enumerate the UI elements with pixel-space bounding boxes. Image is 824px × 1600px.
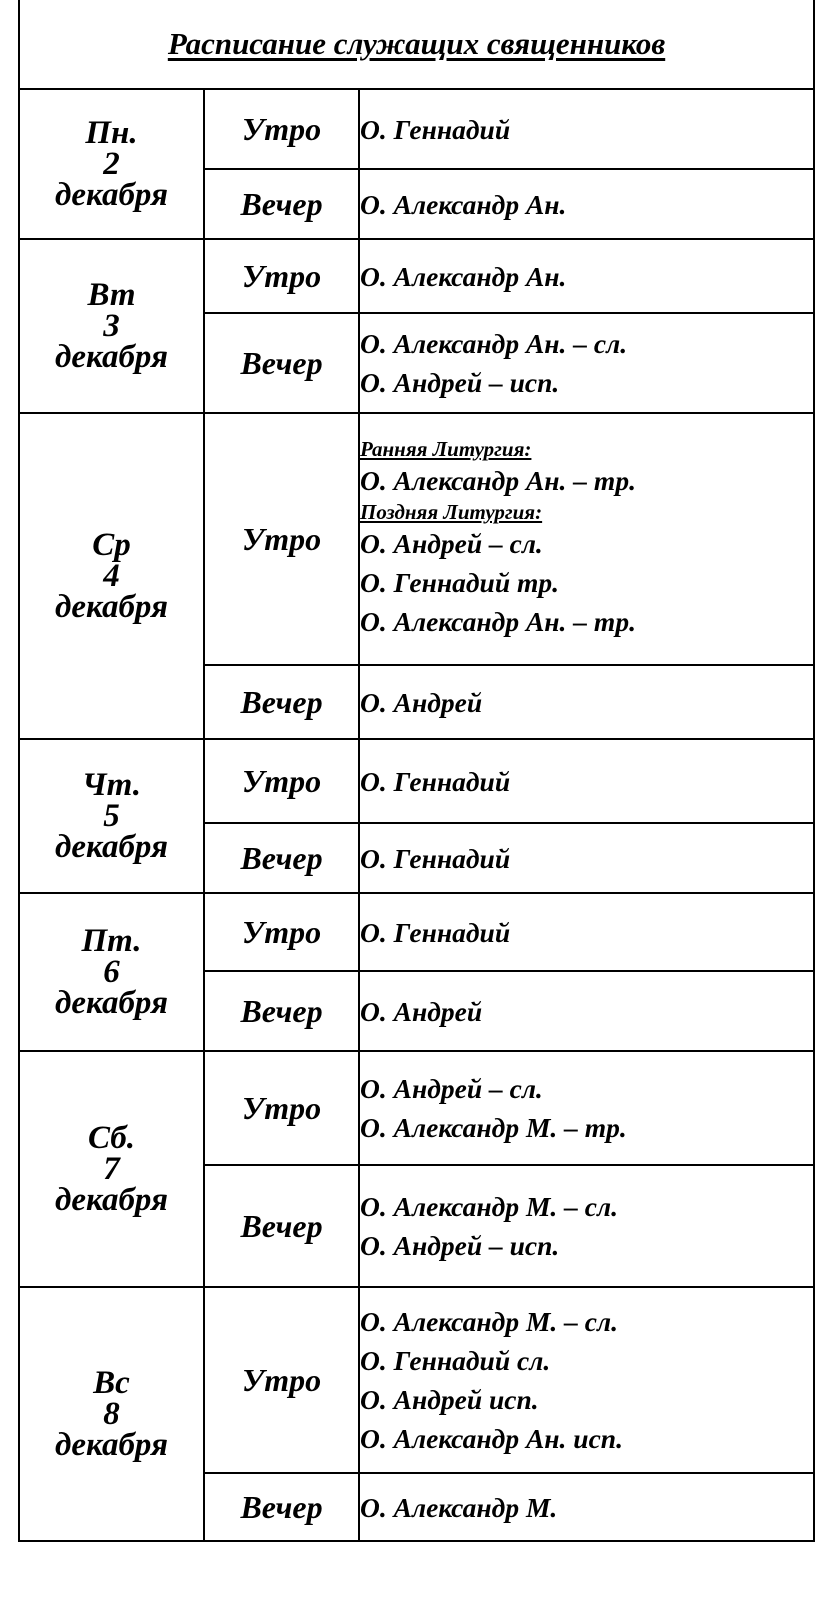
priest-cell <box>359 739 814 823</box>
day-month: декабря <box>55 1426 168 1463</box>
day-cell <box>19 413 204 739</box>
priest-cell <box>359 1287 814 1473</box>
service-part-label: Утро <box>204 1051 359 1165</box>
service-part-label: Утро <box>204 893 359 971</box>
day-weekday: Чт. <box>81 766 141 803</box>
priest-cell <box>359 665 814 739</box>
day-weekday: Сб. <box>88 1119 135 1156</box>
service-part-label: Утро <box>204 413 359 665</box>
day-month: декабря <box>55 176 168 213</box>
day-date: 3 <box>103 307 120 344</box>
day-date: 4 <box>103 557 120 594</box>
day-month: декабря <box>55 588 168 625</box>
priest-assignment: О. Андрей – исп. <box>360 367 560 398</box>
service-part-label: Утро <box>204 739 359 823</box>
service-part-label: Утро <box>204 1287 359 1473</box>
day-cell <box>19 1287 204 1541</box>
schedule-row <box>19 413 814 665</box>
priest-cell <box>359 89 814 169</box>
schedule-row <box>19 1051 814 1165</box>
day-weekday: Вс <box>93 1364 130 1401</box>
service-part-label: Вечер <box>204 971 359 1051</box>
schedule-row <box>19 239 814 313</box>
priest-cell <box>359 1051 814 1165</box>
priest-cell <box>359 1473 814 1541</box>
day-cell <box>19 1051 204 1287</box>
schedule-row <box>19 1287 814 1473</box>
service-part-label: Вечер <box>204 1473 359 1541</box>
day-weekday: Вт <box>87 276 136 313</box>
priest-assignment: О. Геннадий сл. <box>360 1345 551 1376</box>
priest-assignment: О. Андрей – сл. <box>360 528 543 559</box>
priest-cell <box>359 823 814 893</box>
day-weekday: Пн. <box>85 114 138 151</box>
title-row <box>19 0 814 89</box>
day-month: декабря <box>55 984 168 1021</box>
schedule-row <box>19 893 814 971</box>
priest-cell <box>359 971 814 1051</box>
priest-cell <box>359 313 814 413</box>
priest-cell <box>359 413 814 665</box>
day-date: 7 <box>103 1150 120 1187</box>
day-month: декабря <box>55 338 168 375</box>
priest-assignment: О. Александр Ан. <box>360 260 567 292</box>
priest-assignment: О. Александр М. – тр. <box>360 1112 627 1143</box>
service-part-label: Вечер <box>204 665 359 739</box>
priest-assignment: О. Александр Ан. – тр. <box>360 465 636 496</box>
liturgy-heading: Поздняя Литургия: <box>360 500 543 524</box>
priest-assignment: О. Андрей – исп. <box>360 1230 560 1261</box>
liturgy-heading: Ранняя Литургия: <box>360 437 532 461</box>
priest-assignment: О. Геннадий <box>360 765 511 797</box>
priest-assignment: О. Александр Ан. <box>360 188 567 220</box>
service-part-label: Вечер <box>204 1165 359 1287</box>
day-date: 8 <box>103 1395 120 1432</box>
priest-assignment: О. Геннадий <box>360 842 511 874</box>
day-cell <box>19 89 204 239</box>
priest-assignment: О. Андрей – сл. <box>360 1073 543 1104</box>
day-weekday: Ср <box>92 526 131 563</box>
priest-assignment: О. Андрей <box>360 686 483 718</box>
priest-cell <box>359 1165 814 1287</box>
schedule-row <box>19 739 814 823</box>
service-part-label: Вечер <box>204 823 359 893</box>
priest-assignment: О. Александр Ан. – сл. <box>360 328 628 359</box>
day-weekday: Пт. <box>81 922 142 959</box>
service-part-label: Утро <box>204 239 359 313</box>
page-title: Расписание служащих священников <box>19 0 814 89</box>
priest-assignment: О. Геннадий тр. <box>360 567 560 598</box>
service-part-label: Вечер <box>204 169 359 239</box>
priest-cell <box>359 239 814 313</box>
service-part-label: Вечер <box>204 313 359 413</box>
day-month: декабря <box>55 828 168 865</box>
day-cell <box>19 893 204 1051</box>
day-month: декабря <box>55 1181 168 1218</box>
day-cell <box>19 739 204 893</box>
priest-assignment: О. Александр М. – сл. <box>360 1306 618 1337</box>
priest-assignment: О. Александр Ан. – тр. <box>360 606 636 637</box>
schedule-row <box>19 89 814 169</box>
day-date: 5 <box>103 797 120 834</box>
priest-assignment: О. Александр Ан. исп. <box>360 1423 623 1454</box>
day-date: 6 <box>103 953 120 990</box>
day-date: 2 <box>103 145 120 182</box>
priest-cell <box>359 893 814 971</box>
day-cell <box>19 239 204 413</box>
priest-assignment: О. Александр М. – сл. <box>360 1191 618 1222</box>
schedule-table <box>18 0 815 1542</box>
priest-assignment: О. Андрей <box>360 995 483 1027</box>
priest-assignment: О. Александр М. <box>360 1491 558 1523</box>
priest-assignment: О. Геннадий <box>360 113 511 145</box>
priest-cell <box>359 169 814 239</box>
priest-assignment: О. Андрей исп. <box>360 1384 539 1415</box>
priest-assignment: О. Геннадий <box>360 916 511 948</box>
service-part-label: Утро <box>204 89 359 169</box>
